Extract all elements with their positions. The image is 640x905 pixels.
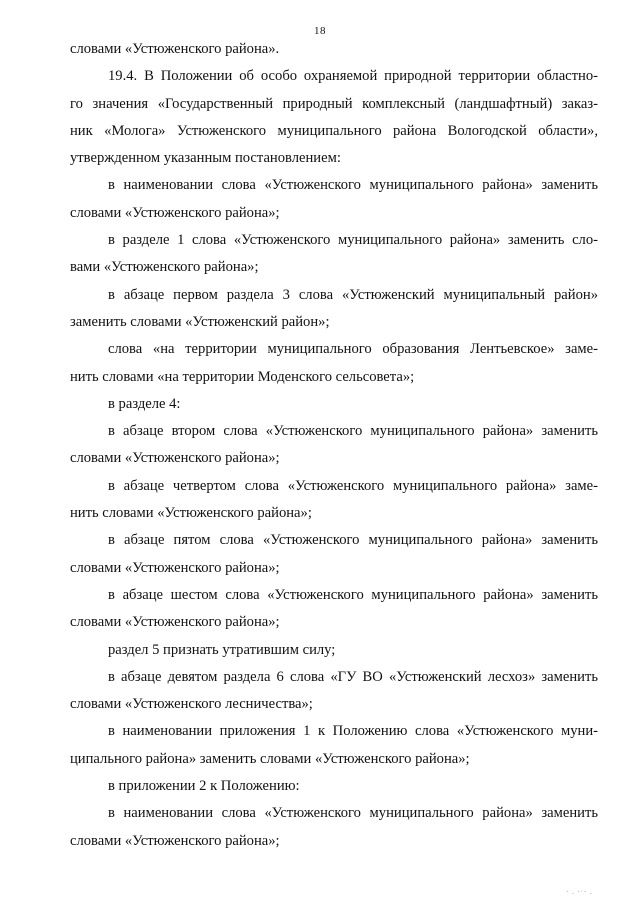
text-line: нить словами «Устюженского района»; <box>70 505 312 522</box>
text-line: утвержденном указанным постановлением: <box>70 150 341 167</box>
text-line: в абзаце пятом слова «Устюженского муниципального района» заменить <box>108 532 598 549</box>
text-line: в приложении 2 к Положению: <box>108 778 300 795</box>
text-line: в наименовании слова «Устюженского муниципального района» заменить <box>108 177 598 194</box>
text-line: в абзаце шестом слова «Устюженского муниципального района» заменить <box>108 586 598 603</box>
text-line: 19.4. В Положении об особо охраняемой природной территории областно- <box>108 68 598 85</box>
text-line: в абзаце первом раздела 3 слова «Устюженский муниципальный район» <box>108 286 598 303</box>
scan-artifact-mark: · . ·ˑ· . <box>566 888 593 896</box>
text-line: вами «Устюженского района»; <box>70 259 259 276</box>
text-line: ципального района» заменить словами «Устюженского района»; <box>70 750 470 767</box>
text-line: в абзаце девятом раздела 6 слова «ГУ ВО «Устюженский лесхоз» заменить <box>108 668 598 685</box>
text-line: в наименовании слова «Устюженского муниципального района» заменить <box>108 805 598 822</box>
text-line: в абзаце четвертом слова «Устюженского муниципального района» заме- <box>108 477 598 494</box>
document-body <box>70 36 598 855</box>
text-line: ник «Молога» Устюженского муниципального района Вологодской области», <box>70 122 598 139</box>
text-line: слова «на территории муниципального образования Лентьевское» заме- <box>108 341 598 358</box>
page-number: 18 <box>314 25 326 37</box>
text-line: в разделе 4: <box>108 395 181 412</box>
text-line: в абзаце втором слова «Устюженского муниципального района» заменить <box>108 423 598 440</box>
text-line: словами «Устюженского района»; <box>70 614 280 631</box>
text-line: словами «Устюженского района»; <box>70 832 280 849</box>
text-line: словами «Устюженского лесничества»; <box>70 696 313 713</box>
text-line: словами «Устюженского района». <box>70 41 280 57</box>
text-line: словами «Устюженского района»; <box>70 559 280 576</box>
text-line: раздел 5 признать утратившим силу; <box>108 641 336 658</box>
text-line: нить словами «на территории Моденского сельсовета»; <box>70 368 415 385</box>
text-line: словами «Устюженского района»; <box>70 204 280 221</box>
text-line: словами «Устюженского района»; <box>70 450 280 467</box>
text-line: го значения «Государственный природный комплексный (ландшафтный) заказ- <box>70 95 598 112</box>
text-line: заменить словами «Устюженский район»; <box>70 313 330 330</box>
text-line: в наименовании приложения 1 к Положению слова «Устюженского муни- <box>108 723 598 740</box>
text-line: в разделе 1 слова «Устюженского муниципального района» заменить сло- <box>108 232 598 249</box>
